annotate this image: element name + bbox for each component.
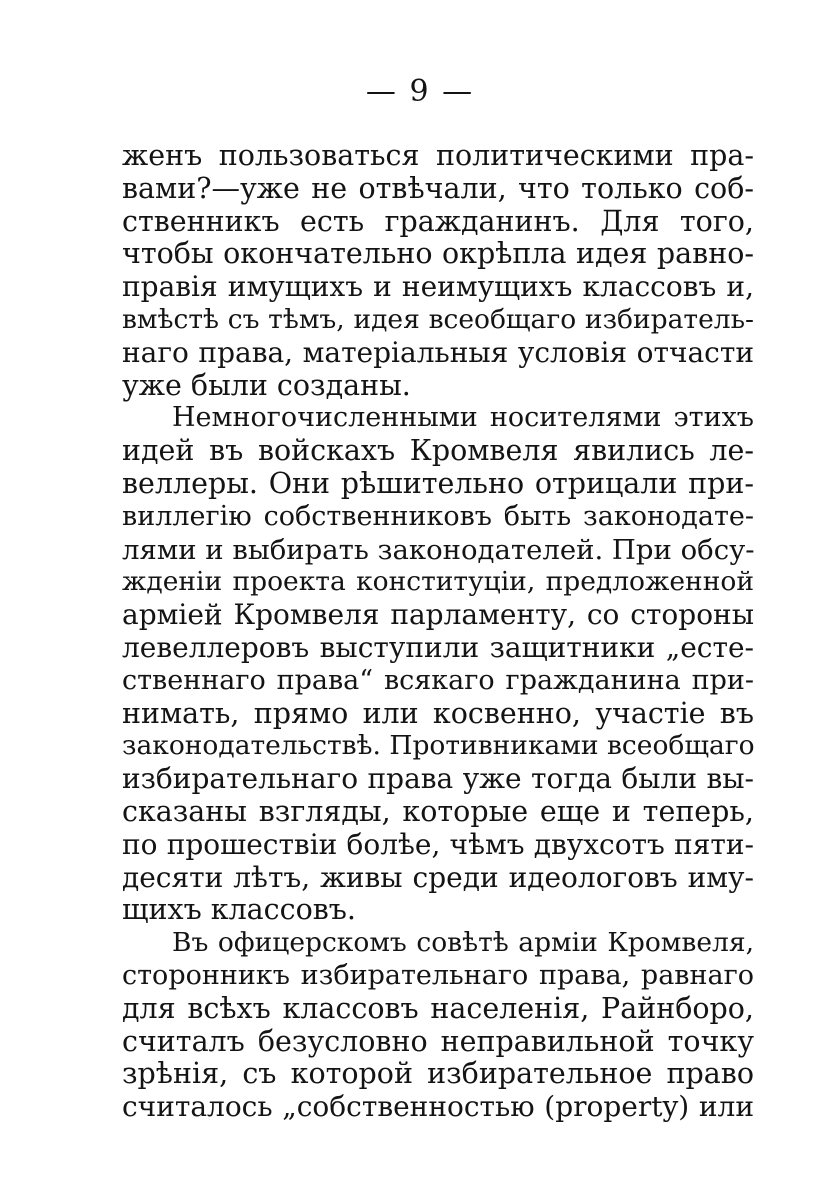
text-line: зрѣнія, съ которой избирательное право — [122, 1057, 754, 1091]
text-line: виллегію собственниковъ быть законодате- — [122, 500, 754, 532]
text-line: уже были созданы. — [122, 368, 411, 402]
text-line: избирательнаго права уже тогда были вы- — [122, 762, 754, 796]
text-line: ственнаго права“ всякаго гражданина при- — [122, 664, 754, 696]
text-line: Немногочисленными носителями этихъ — [172, 402, 754, 434]
text-line: чтобы окончательно окрѣпла идея равно- — [122, 237, 754, 271]
text-line: сторонникъ избирательнаго права, равнаго — [122, 959, 754, 991]
text-line: жденіи проекта конституціи, предложенной — [122, 566, 754, 598]
text-line: левеллеровъ выступили защитники „есте- — [122, 630, 754, 664]
text-line: арміей Кромвеля парламенту, со стороны — [122, 598, 754, 632]
text-line: щихъ классовъ. — [122, 893, 356, 927]
text-line: десяти лѣтъ, живы среди идеологовъ иму- — [122, 860, 754, 894]
text-line: для всѣхъ классовъ населенія, Райнборо, — [122, 991, 754, 1025]
text-line: женъ пользоваться политическими пра- — [122, 139, 754, 172]
paragraph-3 — [122, 927, 754, 1124]
paragraph-1 — [122, 140, 754, 402]
page-number: — 9 — — [365, 74, 475, 109]
text-line: вмѣстѣ съ тѣмъ, идея всеобщаго избиратель- — [122, 303, 754, 335]
text-line: вами?—уже не отвѣчали, что только соб- — [122, 171, 754, 205]
text-line: Въ офицерскомъ совѣтѣ арміи Кромвеля, — [172, 927, 754, 959]
text-line: наго права, матеріальныя условія отчасти — [122, 335, 754, 369]
text-line: законодательствѣ. Противниками всеобщаго — [122, 730, 755, 762]
text-line: веллеры. Они рѣшительно отрицали при- — [122, 466, 754, 500]
text-line: считалъ безусловно неправильной точку — [122, 1024, 754, 1058]
text-line: считалось „собственностью (property) или — [122, 1090, 754, 1124]
text-line: правія имущихъ и неимущихъ классовъ и, — [122, 270, 754, 304]
text-line: сказаны взгляды, которые еще и теперь, — [122, 794, 754, 828]
text-line: по прошествіи болѣе, чѣмъ двухсотъ пяти- — [122, 827, 754, 861]
text-line: ственникъ есть гражданинъ. Для того, — [122, 204, 754, 238]
text-line: нимать, прямо или косвенно, участіе въ — [122, 696, 754, 730]
body-text — [122, 140, 754, 1124]
text-line: лями и выбирать законодателей. При обсу- — [122, 533, 755, 566]
paragraph-2 — [122, 402, 754, 927]
text-line: идей въ войскахъ Кромвеля явились ле- — [122, 434, 754, 468]
